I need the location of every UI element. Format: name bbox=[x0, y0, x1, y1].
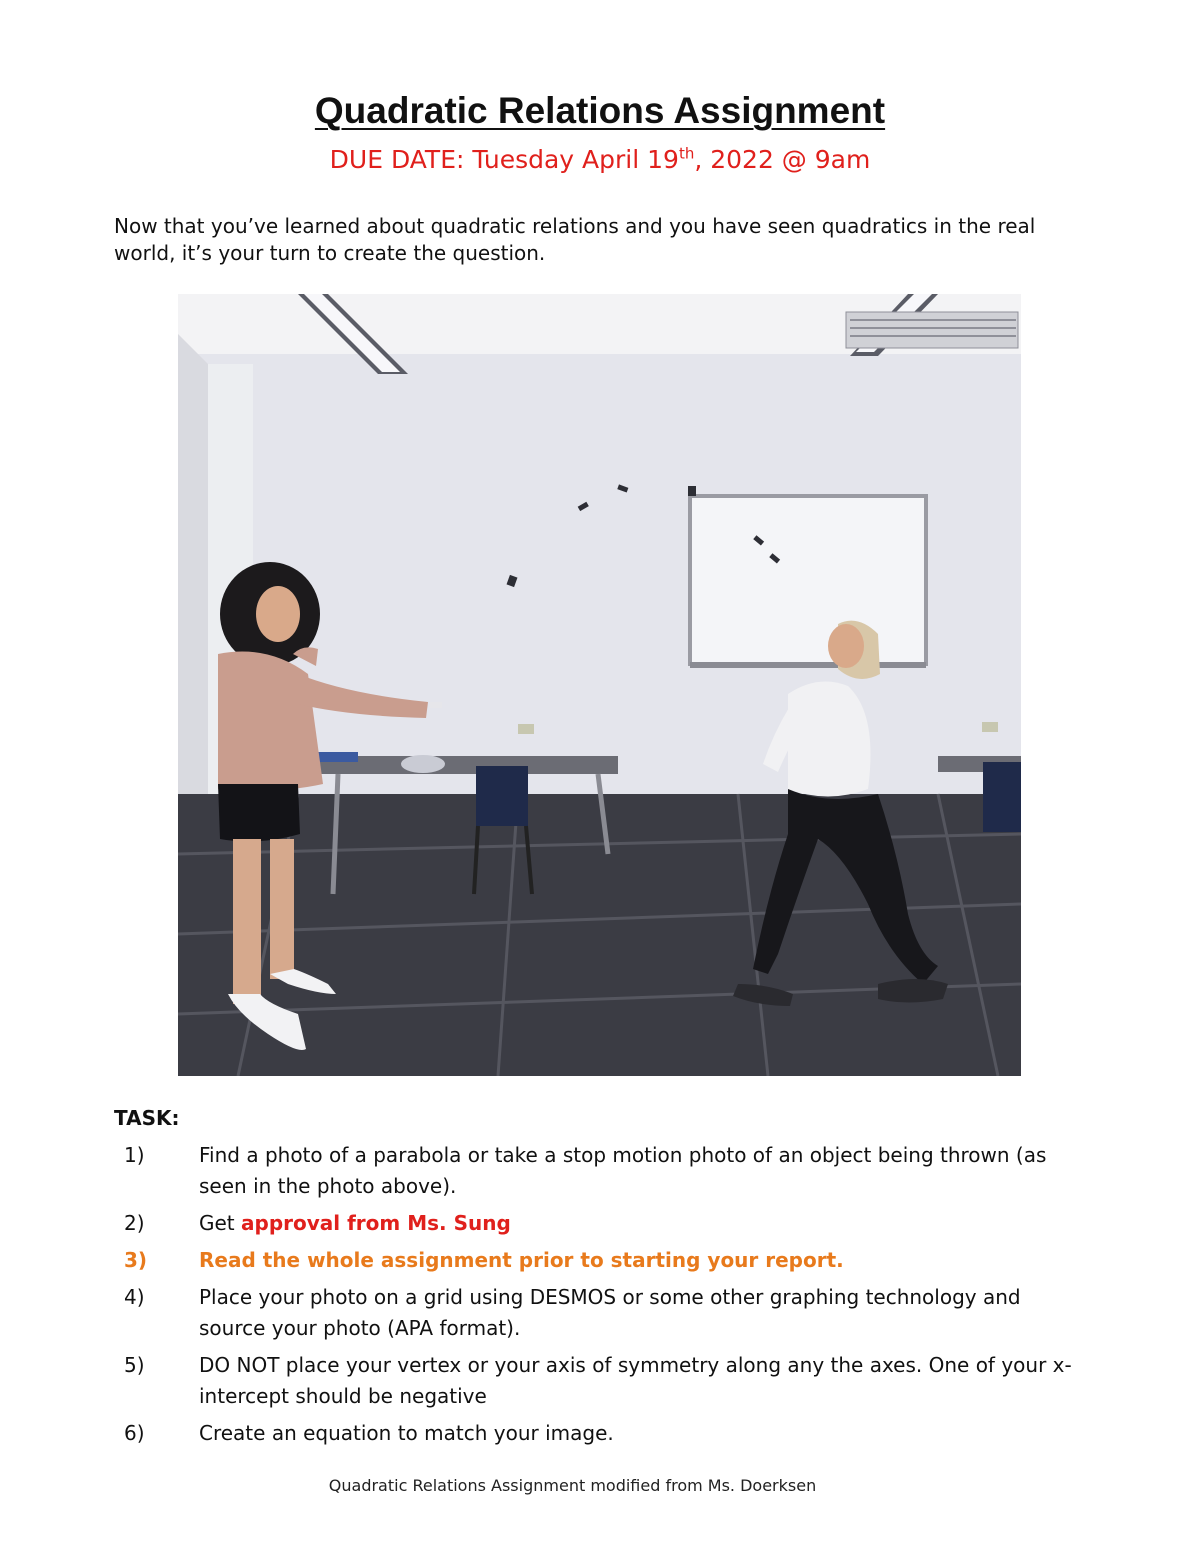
task-heading: TASK: bbox=[114, 1106, 180, 1130]
page-footer: Quadratic Relations Assignment modified from Ms. Doerksen bbox=[328, 1476, 817, 1495]
document-title: Quadratic Relations Assignment bbox=[314, 90, 886, 131]
task-item-5 bbox=[124, 1350, 1084, 1412]
task-item-1 bbox=[124, 1140, 1084, 1202]
task-text: Read the whole assignment prior to starting your report. bbox=[199, 1248, 844, 1272]
task-item-2 bbox=[124, 1208, 1084, 1239]
task-item-4 bbox=[124, 1282, 1084, 1344]
task-text: Place your photo on a grid using DESMOS or some other graphing technology and source your photo (APA format). bbox=[199, 1285, 1021, 1340]
task-text: Create an equation to match your image. bbox=[199, 1421, 614, 1445]
due-date-suffix: , 2022 @ 9am bbox=[694, 145, 871, 174]
due-date-superscript: th bbox=[678, 144, 695, 163]
due-date-prefix: DUE DATE: Tuesday April 19 bbox=[329, 145, 679, 174]
task-item-6 bbox=[124, 1418, 1084, 1449]
task-number: 2) bbox=[124, 1211, 145, 1235]
task-item-3 bbox=[124, 1245, 1084, 1276]
task-text: DO NOT place your vertex or your axis of symmetry along any the axes. One of your x-intercept should be negative bbox=[199, 1353, 1072, 1408]
task-number: 5) bbox=[124, 1353, 145, 1377]
task-number: 6) bbox=[124, 1421, 145, 1445]
approval-highlight: approval from Ms. Sung bbox=[241, 1211, 511, 1235]
task-list bbox=[124, 1140, 1084, 1455]
stop-motion-photo bbox=[178, 294, 1021, 1076]
task-text: Find a photo of a parabola or take a stop motion photo of an object being thrown (as seen in the photo above). bbox=[199, 1143, 1047, 1198]
task-text: Get bbox=[199, 1211, 242, 1235]
task-number: 3) bbox=[124, 1248, 148, 1272]
task-number: 4) bbox=[124, 1285, 145, 1309]
due-date bbox=[0, 145, 1200, 174]
intro-paragraph: Now that you’ve learned about quadratic relations and you have seen quadratics in the real world, it’s your turn to create the question. bbox=[114, 214, 1036, 265]
task-number: 1) bbox=[124, 1143, 145, 1167]
